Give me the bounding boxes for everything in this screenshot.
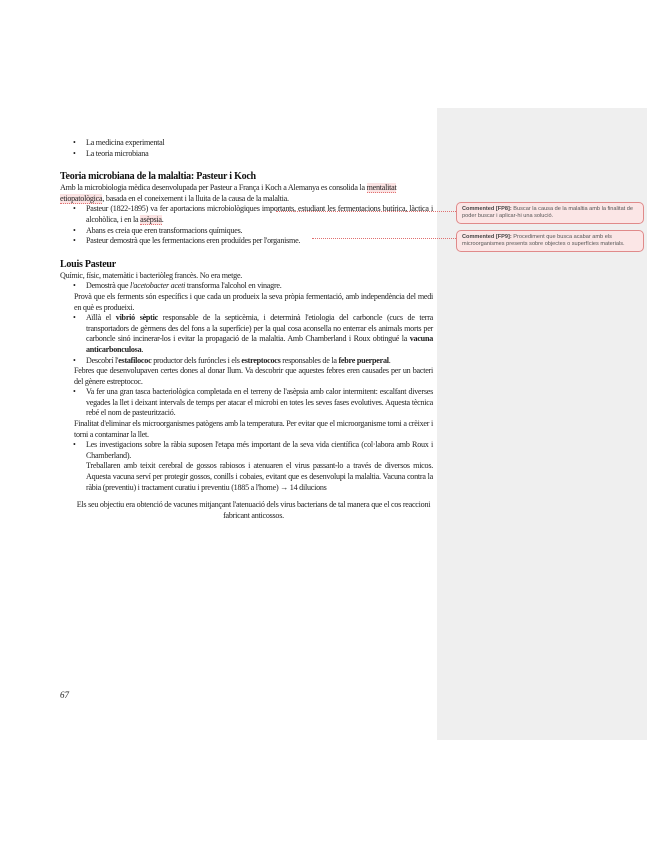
- list-item-continuation: Treballaren amb teixit cerebral de gossos rabiosos i atenuaren el virus passant-lo a través de diversos micos. Aquesta vacuna serví per protegir gossos, conills i cobaies, evitant que es desenvolupi la malaltia. Vacuna contra la ràbia (preventiu) i tractament curatiu i preventiu (1885 a l'home) → 14 dilucions: [86, 461, 433, 492]
- paragraph: Químic, físic, matemàtic i bacteriòleg francès. No era metge.: [60, 270, 243, 280]
- bullet-list: [60, 387, 433, 419]
- document-body: [60, 138, 433, 521]
- bullet-list: [60, 281, 433, 292]
- comment-connector: [276, 211, 456, 212]
- comment-balloon[interactable]: [456, 230, 644, 252]
- comment-label: Commented [FP8]:: [462, 206, 512, 212]
- list-item: • Pasteur (1822-1895) va fer aportacions microbiològiques importants, estudiant les fermentacions butírica, làctica i alcohòlica, i en la asèpsia.: [60, 204, 433, 225]
- list-item: • Abans es creia que eren transformacions químiques.: [60, 226, 433, 237]
- paragraph: Amb la microbiologia mèdica desenvolupada per Pasteur a França i Koch a Alemanya es consolida la mentalitat etiopatològica, basada en el coneixement i la lluita de la causa de la malaltia.: [60, 183, 397, 203]
- list-item: • Les investigacions sobre la ràbia suposen l'etapa més important de la seva vida científica (col·labora amb Roux i Chamberland). Treballaren amb teixit cerebral de gossos rabiosos i atenuaren el virus passant-lo a través de diversos micos. Aquesta vacuna serví per protegir gossos, conills i cobaies, evitant que es desenvolupi la malaltia. Vacuna contra la ràbia (preventiu) i tractament curatiu i preventiu (1885 a l'home) → 14 dilucions: [60, 440, 433, 493]
- page-number: 67: [60, 690, 69, 700]
- commented-text[interactable]: asèpsia: [140, 214, 162, 224]
- bullet-list: [60, 313, 433, 366]
- comment-text: Procediment que busca acabar amb els microorganismes presents sobre objectes o superfícies materials.: [462, 234, 625, 247]
- paragraph: Finalitat d'eliminar els microorganismes patògens amb la temperatura. Per evitar que el microorganisme torni a crèixer i torni a contaminar la llet.: [74, 419, 433, 439]
- list-item: • Descobrí l'estafilococ productor dels furóncles i els estreptococs responsables de la febre puerperal.: [60, 356, 433, 367]
- list-item: • Demostrà que l'acetobacter aceti transforma l'alcohol en vinagre.: [60, 281, 433, 292]
- closing-paragraph: Els seu objectiu era obtenció de vacunes mitjançant l'atenuació dels virus bacterians de tal manera que el cos reaccioni fabricant anticossos.: [76, 500, 431, 520]
- list-item: • La teoria microbiana: [60, 149, 433, 160]
- list-item: • Va fer una gran tasca bacteriològica completada en el terreny de l'asèpsia amb calor intermitent: escalfant diverses vegades la llet i deixant intervals de temps per atacar el microbi en totes les seves fases evolutives. Aquesta tècnica rebé el nom de pasteurització.: [60, 387, 433, 419]
- paragraph: Provà que els ferments són específics i que cada un produeix la seva pròpia fermentació, amb independència del medi en què es produeixi.: [74, 291, 433, 312]
- section-heading-teoria: Teoria microbiana de la malaltia: Pasteur i Koch: [60, 171, 256, 183]
- bullet-list: [60, 440, 433, 493]
- list-item: • La medicina experimental: [60, 138, 433, 149]
- paragraph: Febres que desenvolupaven certes dones al donar llum. Va descobrir que aquestes febres eren causades per un bacteri del gènere estreptococ.: [74, 366, 433, 386]
- intro-bullet-list: [60, 138, 433, 159]
- comment-label: Commented [FP9]:: [462, 234, 512, 240]
- section-heading-pasteur: Louis Pasteur: [60, 258, 116, 270]
- comment-balloon[interactable]: [456, 202, 644, 224]
- commented-text[interactable]: mentalitat etiopatològica: [60, 183, 397, 203]
- list-item: • Aïllà el vibrió sèptic responsable de la septicèmia, i determinà l'etiologia del carboncle (cucs de terra transportadors de gèrmens des del fons a la superfície) per la qual cosa aconsella no enterrar els animals morts per carboncle sinó incinerar-los i evitar la propagació de la malaltia. Amb Chamberland i Roux obtingué la vacuna anticarbonculosa.: [60, 313, 433, 355]
- comment-text: Buscar la causa de la malaltia amb la finalitat de poder buscar i aplicar-hi una solució.: [462, 206, 634, 219]
- comment-connector: [312, 238, 456, 239]
- list-item: • Pasteur demostrà que les fermentacions eren produïdes per l'organisme.: [60, 236, 433, 247]
